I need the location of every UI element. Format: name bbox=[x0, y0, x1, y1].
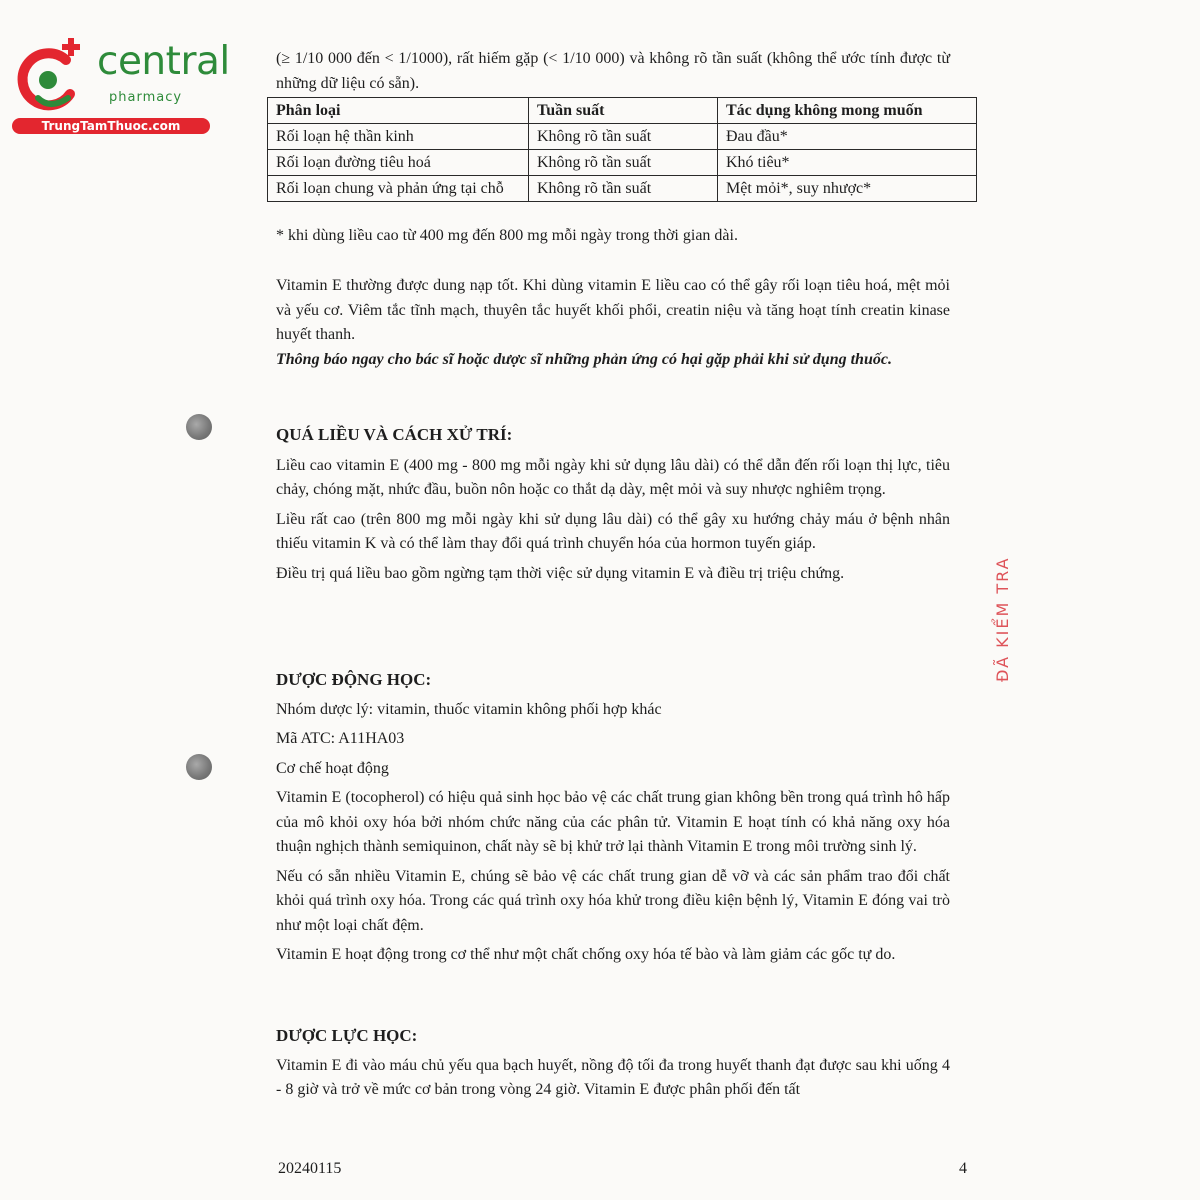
atc-code: Mã ATC: A11HA03 bbox=[276, 730, 405, 747]
brand-website[interactable]: TrungTamThuoc.com bbox=[12, 118, 210, 134]
table-footnote bbox=[276, 224, 950, 249]
tolerance-section bbox=[276, 274, 950, 372]
table-header-row bbox=[268, 98, 977, 124]
overdose-section bbox=[276, 423, 950, 586]
pharmacy-logo-icon bbox=[10, 38, 90, 118]
overdose-paragraph: Liều rất cao (trên 800 mg mỗi ngày khi sử dụng lâu dài) có thể gây xu hướng chảy máu ở bệnh nhân thiếu vitamin K và có thể làm thay đổi quá trình chuyển hóa của hormon tuyến giáp. bbox=[276, 510, 950, 552]
pharmacology-group: Nhóm dược lý: vitamin, thuốc vitamin không phối hợp khác bbox=[276, 700, 662, 718]
table-cell: Khó tiêu* bbox=[718, 150, 977, 176]
page-number: 4 bbox=[959, 1160, 967, 1177]
tolerance-paragraph: Vitamin E thường được dung nạp tốt. Khi dùng vitamin E liều cao có thể gây rối loạn tiêu hoá, mệt mỏi và yếu cơ. Viêm tắc tĩnh mạch, thuyên tắc huyết khối phổi, creatin niệu và tăng hoạt tính creatin kinase huyết thanh. bbox=[276, 277, 950, 343]
table-cell: Không rõ tần suất bbox=[529, 124, 718, 150]
approval-stamp: ĐÃ KIỂM TRA bbox=[993, 556, 1012, 682]
mechanism-paragraph: Vitamin E (tocopherol) có hiệu quả sinh học bảo vệ các chất trung gian không bền trong quá trình hô hấp của mô khỏi oxy hóa bởi nhóm chức năng của các phân tử. Vitamin E hoạt tính có khả năng oxy hóa thuận nghịch thành semiquinon, chất này sẽ bị khử trở lại thành Vitamin E trong môi trường sinh lý. bbox=[276, 789, 950, 855]
mechanism-label: Cơ chế hoạt động bbox=[276, 759, 389, 777]
punch-hole-top bbox=[186, 414, 212, 440]
brand-logo bbox=[10, 38, 230, 138]
table-cell: Không rõ tần suất bbox=[529, 150, 718, 176]
frequency-intro bbox=[276, 47, 950, 96]
table-cell: Mệt mỏi*, suy nhược* bbox=[718, 176, 977, 202]
table-header-cell: Tuần suất bbox=[529, 98, 718, 124]
overdose-heading: QUÁ LIỀU VÀ CÁCH XỬ TRÍ: bbox=[276, 425, 513, 444]
table-cell: Rối loạn đường tiêu hoá bbox=[268, 150, 529, 176]
table-cell: Rối loạn hệ thần kinh bbox=[268, 124, 529, 150]
adverse-effects-table bbox=[267, 97, 977, 202]
table-cell: Không rõ tần suất bbox=[529, 176, 718, 202]
frequency-intro-text: (≥ 1/10 000 đến < 1/1000), rất hiếm gặp (< 1/10 000) và không rõ tần suất (không thể ước tính được từ những dữ liệu có sẵn). bbox=[276, 50, 950, 92]
table-row bbox=[268, 124, 977, 150]
pharmacokinetics-section bbox=[276, 1024, 950, 1103]
overdose-paragraph: Liều cao vitamin E (400 mg - 800 mg mỗi ngày khi sử dụng lâu dài) có thể dẫn đến rối loạn thị lực, tiêu chảy, chóng mặt, nhức đầu, buồn nôn hoặc co thắt dạ dày, mệt mỏi và suy nhược nghiêm trọng. bbox=[276, 456, 950, 498]
pharmacodynamics-heading: DƯỢC ĐỘNG HỌC: bbox=[276, 670, 432, 689]
table-row bbox=[268, 150, 977, 176]
pharmacodynamics-section bbox=[276, 668, 950, 968]
brand-subtitle: pharmacy bbox=[109, 90, 183, 105]
mechanism-paragraph: Nếu có sẵn nhiều Vitamin E, chúng sẽ bảo vệ các chất trung gian dễ vỡ và các sản phẩm trao đổi chất khỏi quá trình oxy hóa. Trong các quá trình oxy hóa khử trong điều kiện bệnh lý, Vitamin E đóng vai trò như một loại chất đệm. bbox=[276, 867, 950, 934]
table-cell: Rối loạn chung và phản ứng tại chỗ bbox=[268, 176, 529, 202]
table-header-cell: Tác dụng không mong muốn bbox=[718, 98, 977, 124]
overdose-paragraph: Điều trị quá liều bao gồm ngừng tạm thời việc sử dụng vitamin E và điều trị triệu chứng. bbox=[276, 564, 845, 582]
table-cell: Đau đầu* bbox=[718, 124, 977, 150]
table-footnote-text: * khi dùng liều cao từ 400 mg đến 800 mg mỗi ngày trong thời gian dài. bbox=[276, 227, 738, 244]
table-row bbox=[268, 176, 977, 202]
table-header-cell: Phân loại bbox=[268, 98, 529, 124]
punch-hole-bottom bbox=[186, 754, 212, 780]
document-code: 20240115 bbox=[278, 1160, 342, 1177]
brand-name: central bbox=[97, 39, 230, 84]
pharmacokinetics-heading: DƯỢC LỰC HỌC: bbox=[276, 1026, 418, 1045]
report-note: Thông báo ngay cho bác sĩ hoặc dược sĩ những phản ứng có hại gặp phải khi sử dụng thuốc. bbox=[276, 350, 892, 368]
mechanism-paragraph: Vitamin E hoạt động trong cơ thể như một chất chống oxy hóa tế bào và làm giảm các gốc tự do. bbox=[276, 946, 896, 963]
pharmacokinetics-paragraph: Vitamin E đi vào máu chủ yếu qua bạch huyết, nồng độ tối đa trong huyết thanh đạt được sau khi uống 4 - 8 giờ và trở về mức cơ bản trong vòng 24 giờ. Vitamin E được phân phối đến tất bbox=[276, 1056, 950, 1098]
